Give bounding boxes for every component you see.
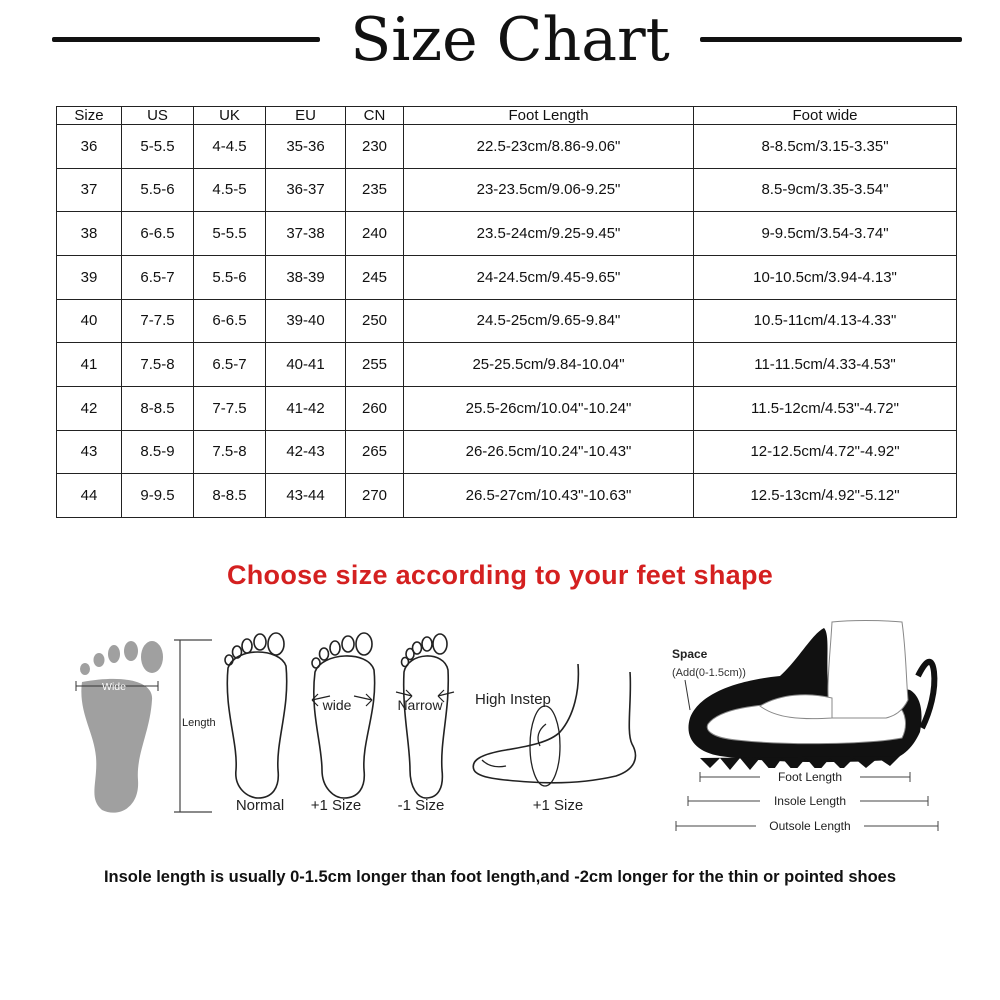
space-label: Space [672,647,708,661]
table-row [57,299,957,343]
table-cell: 35-36 [266,125,346,169]
title-bar [0,0,1000,80]
table-cell: 4-4.5 [194,125,266,169]
instep-size-label: +1 Size [532,797,584,814]
toe-icon [124,641,138,661]
shoe-cross-section-icon [688,621,934,773]
table-cell: 22.5-23cm/8.86-9.06" [404,125,694,169]
column-header: UK [194,107,266,125]
table-cell: 8.5-9cm/3.35-3.54" [694,168,957,212]
table-row [57,255,957,299]
table-cell: 10.5-11cm/4.13-4.33" [694,299,957,343]
table-cell: 41 [57,343,122,387]
table-cell: 9-9.5cm/3.54-3.74" [694,212,957,256]
table-row [57,212,957,256]
table-cell: 44 [57,474,122,518]
table-cell: 38 [57,212,122,256]
narrow-foot-icon [396,634,454,798]
length-bracket [174,640,216,812]
insole-length-label: Insole Length [773,794,847,808]
table-cell: 8-8.5cm/3.15-3.35" [694,125,957,169]
table-cell: 24-24.5cm/9.45-9.65" [404,255,694,299]
table-cell: 37 [57,168,122,212]
table-cell: 7.5-8 [194,430,266,474]
table-row [57,343,957,387]
table-cell: 8-8.5 [194,474,266,518]
title-rule-left [52,37,320,42]
table-cell: 11.5-12cm/4.53"-4.72" [694,386,957,430]
table-cell: 8-8.5 [122,386,194,430]
table-cell: 9-9.5 [122,474,194,518]
table-cell: 42-43 [266,430,346,474]
toe-icon [108,645,120,663]
sole-icon [81,679,152,813]
size-table [56,106,957,518]
table-cell: 36 [57,125,122,169]
table-cell: 23-23.5cm/9.06-9.25" [404,168,694,212]
table-cell: 41-42 [266,386,346,430]
table-cell: 230 [346,125,404,169]
table-cell: 5.5-6 [194,255,266,299]
high-instep-foot-icon [473,664,635,786]
toe-big-icon [141,641,163,673]
insole-note: Insole length is usually 0-1.5cm longer than foot length,and -2cm longer for the thin or pointed shoes [103,868,897,886]
foot-shape-illustrations [60,620,960,850]
table-row [57,168,957,212]
table-cell: 43-44 [266,474,346,518]
table-cell: 42 [57,386,122,430]
table-cell: 7-7.5 [122,299,194,343]
table-cell: 5-5.5 [122,125,194,169]
space-add-label: (Add(0-1.5cm)) [672,667,746,679]
table-cell: 11-11.5cm/4.33-4.53" [694,343,957,387]
table-row [57,430,957,474]
table-cell: 7-7.5 [194,386,266,430]
table-cell: 23.5-24cm/9.25-9.45" [404,212,694,256]
toe-icon [94,653,105,667]
table-row [57,386,957,430]
outsole-length-label: Outsole Length [769,819,851,833]
title-rule-right [700,37,962,42]
table-cell: 255 [346,343,404,387]
column-header: EU [266,107,346,125]
table-cell: 5-5.5 [194,212,266,256]
table-cell: 235 [346,168,404,212]
table-cell: 6-6.5 [122,212,194,256]
table-cell: 38-39 [266,255,346,299]
space-pointer [685,680,690,710]
table-cell: 12.5-13cm/4.92"-5.12" [694,474,957,518]
wide-size-label: +1 Size [310,797,362,814]
table-row [57,125,957,169]
table-cell: 8.5-9 [122,430,194,474]
table-cell: 265 [346,430,404,474]
table-cell: 36-37 [266,168,346,212]
wide-foot-icon [312,633,375,798]
normal-foot-icon [225,633,287,798]
table-cell: 40 [57,299,122,343]
table-cell: 4.5-5 [194,168,266,212]
table-cell: 7.5-8 [122,343,194,387]
table-cell: 40-41 [266,343,346,387]
column-header: Foot wide [694,107,957,125]
table-cell: 10-10.5cm/3.94-4.13" [694,255,957,299]
wide-label: wide [322,697,352,713]
column-header: US [122,107,194,125]
toe-icon [80,663,90,675]
table-cell: 6.5-7 [194,343,266,387]
table-cell: 26-26.5cm/10.24"-10.43" [404,430,694,474]
table-cell: 270 [346,474,404,518]
normal-label: Normal [235,797,285,814]
table-row [57,474,957,518]
table-cell: 245 [346,255,404,299]
table-cell: 43 [57,430,122,474]
narrow-size-label: -1 Size [397,797,445,814]
table-cell: 250 [346,299,404,343]
foot-length-label: Foot Length [777,770,843,784]
column-header: Size [57,107,122,125]
footprint-icon [76,641,163,813]
column-header: CN [346,107,404,125]
guide-title: Choose size according to your feet shape [226,560,774,590]
table-cell: 37-38 [266,212,346,256]
table-cell: 260 [346,386,404,430]
page-title: Size Chart [350,5,670,75]
column-header: Foot Length [404,107,694,125]
leg-icon [828,621,908,719]
wide-measure-label: Wide [102,681,126,693]
table-cell: 240 [346,212,404,256]
table-cell: 39-40 [266,299,346,343]
table-cell: 12-12.5cm/4.72"-4.92" [694,430,957,474]
table-cell: 24.5-25cm/9.65-9.84" [404,299,694,343]
table-header-row [57,107,957,125]
table-cell: 26.5-27cm/10.43"-10.63" [404,474,694,518]
high-instep-label: High Instep [475,691,551,708]
table-cell: 39 [57,255,122,299]
narrow-label: Narrow [397,697,443,713]
length-label: Length [182,717,216,729]
table-cell: 25-25.5cm/9.84-10.04" [404,343,694,387]
table-cell: 6.5-7 [122,255,194,299]
table-cell: 5.5-6 [122,168,194,212]
table-cell: 25.5-26cm/10.04"-10.24" [404,386,694,430]
table-cell: 6-6.5 [194,299,266,343]
